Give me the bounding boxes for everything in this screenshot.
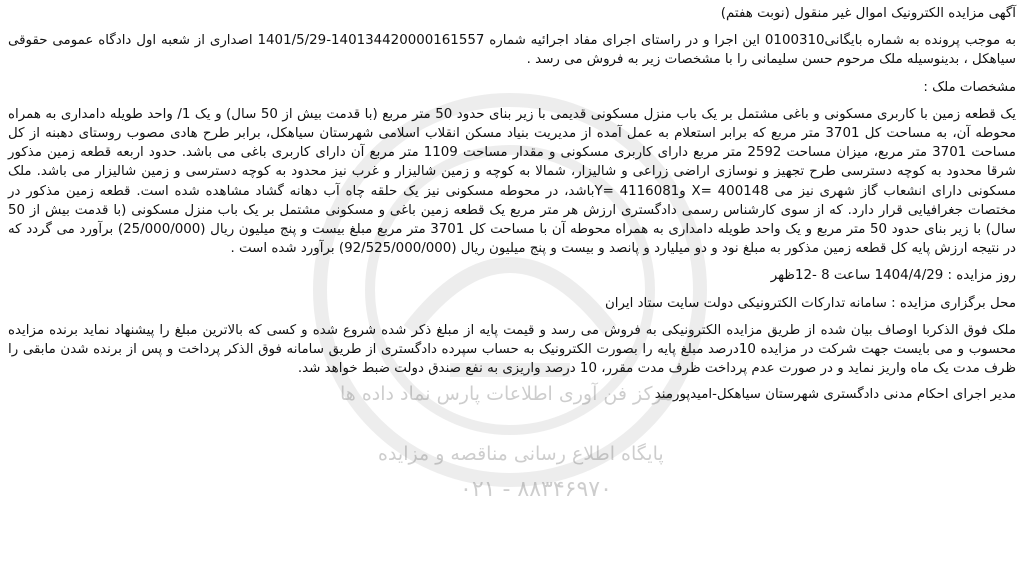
property-specs-body: یک قطعه زمین با کاربری مسکونی و باغی مشتمل بر یک باب منزل مسکونی قدیمی با زیر بنای حدود 50 متر مربع (با قدمت بیش از 50 سال) و یک 1/ واحد طویله دامداری به همراه محوطه آن، به مساحت کل 3701 متر مربع که برابر استعلام به عمل آمده از مدیریت بنیاد مسکن انقلاب اسلامی شهرستان سیاهکل، برابر طرح هادی مصوب روستای دهبنه از کل مساحت 3701 متر مربع، میزان مساحت 2592 متر مربع دارای کاربری مسکونی و مقدار مساحت 1109 متر مربع آن دارای کاربری باغی می باشد. حدود اربعه قطعه زمین مذکور شرقا محدود به کوچه دسترسی طرح تجهیز و نوسازی اراضی زراعی و شالیزار، شمالا به کوچه و زمین شالیزار و غرب نیز محدود به کوچه دسترسی و زمین شالیزار می باشد. ملک مسکونی دارای انشعاب گاز شهری نیز می X= 400148 وY= 4116081باشد، در محوطه مسکونی نیز یک حلقه چاه آب دهانه گشاد مشاهده شده است. قطعه زمین مذکور در مختصات جغرافیایی قرار دارد. که از سوی کارشناس رسمی دادگستری ارزش هر متر مربع یک قطعه زمین باغی و مسکونی مشتمل بر یک باب منزل مسکونی (با قدمت بیش از 50 سال) با زیر بنای حدود 50 متر مربع و یک واحد طویله دامداری به همراه محوطه آن با مساحت کل 3701 متر مربع مبلغ بیست و پنج میلیون ریال (25/000/000) برآورد می گردد که در نتیجه ارزش پایه کل قطعه زمین مذکور به مبلغ نود و دو میلیارد و پانصد و بیست و پنج میلیون ریال (92/525/000/000) برآورد شده است . bbox=[8, 106, 1017, 257]
auction-conditions: ملک فوق الذکربا اوصاف بیان شده از طریق مزایده الکترونیکی به فروش می رسد و قیمت پایه از مبلغ ذکر شده شروع شده و کسی که بالاترین مبلغ را پیشنهاد نماید برنده مزایده محسوب و می بایست جهت شرکت در مزایده 10درصد مبلغ پایه را بصورت الکترونیک به حساب سپرده دادگستری از طریق سامانه فوق الذکر پرداخت و پس از برنده شدن مابقی را ظرف مدت یک ماه واریز نماید و در صورت عدم پرداخت ظرف مدت مقرر، 10 درصد واریزی به نفع صندق دولت ضبط خواهد شد. bbox=[8, 322, 1016, 377]
auction-notice bbox=[8, 4, 1016, 583]
watermark-line1: مرکز فن آوری اطلاعات پارس نماد داده ها bbox=[340, 383, 674, 405]
auction-place: محل برگزاری مزایده : سامانه تدارکات الکترونیکی دولت سایت ستاد ایران bbox=[604, 295, 1016, 311]
auction-date: روز مزایده : 1404/4/29 ساعت 8 -12ظهر bbox=[770, 268, 1016, 284]
notice-intro: به موجب پرونده به شماره بایگانی0100310 این اجرا و در راستای اجرای مفاد اجرائیه شماره 140134420000161557-1401/5/29 اصداری از شعبه اول دادگاه عمومی حقوقی سیاهکل ، بدینوسیله ملک مرحوم حسن سلیمانی را با مشخصات زیر به فروش می رسد . bbox=[8, 33, 1016, 68]
watermark-line2: پایگاه اطلاع رسانی مناقصه و مزایده bbox=[378, 443, 664, 465]
notice-title: آگهی مزایده الکترونیک اموال غیر منقول (نوبت هفتم) bbox=[720, 6, 1016, 21]
property-specs-heading: مشخصات ملک : bbox=[923, 79, 1016, 95]
watermark-phone: ۰۲۱ - ۸۸۳۴۶۹۷۰ bbox=[460, 477, 612, 502]
signature: مدیر اجرای احکام مدنی دادگستری شهرستان سیاهکل-امیدپورمند bbox=[654, 387, 1016, 403]
